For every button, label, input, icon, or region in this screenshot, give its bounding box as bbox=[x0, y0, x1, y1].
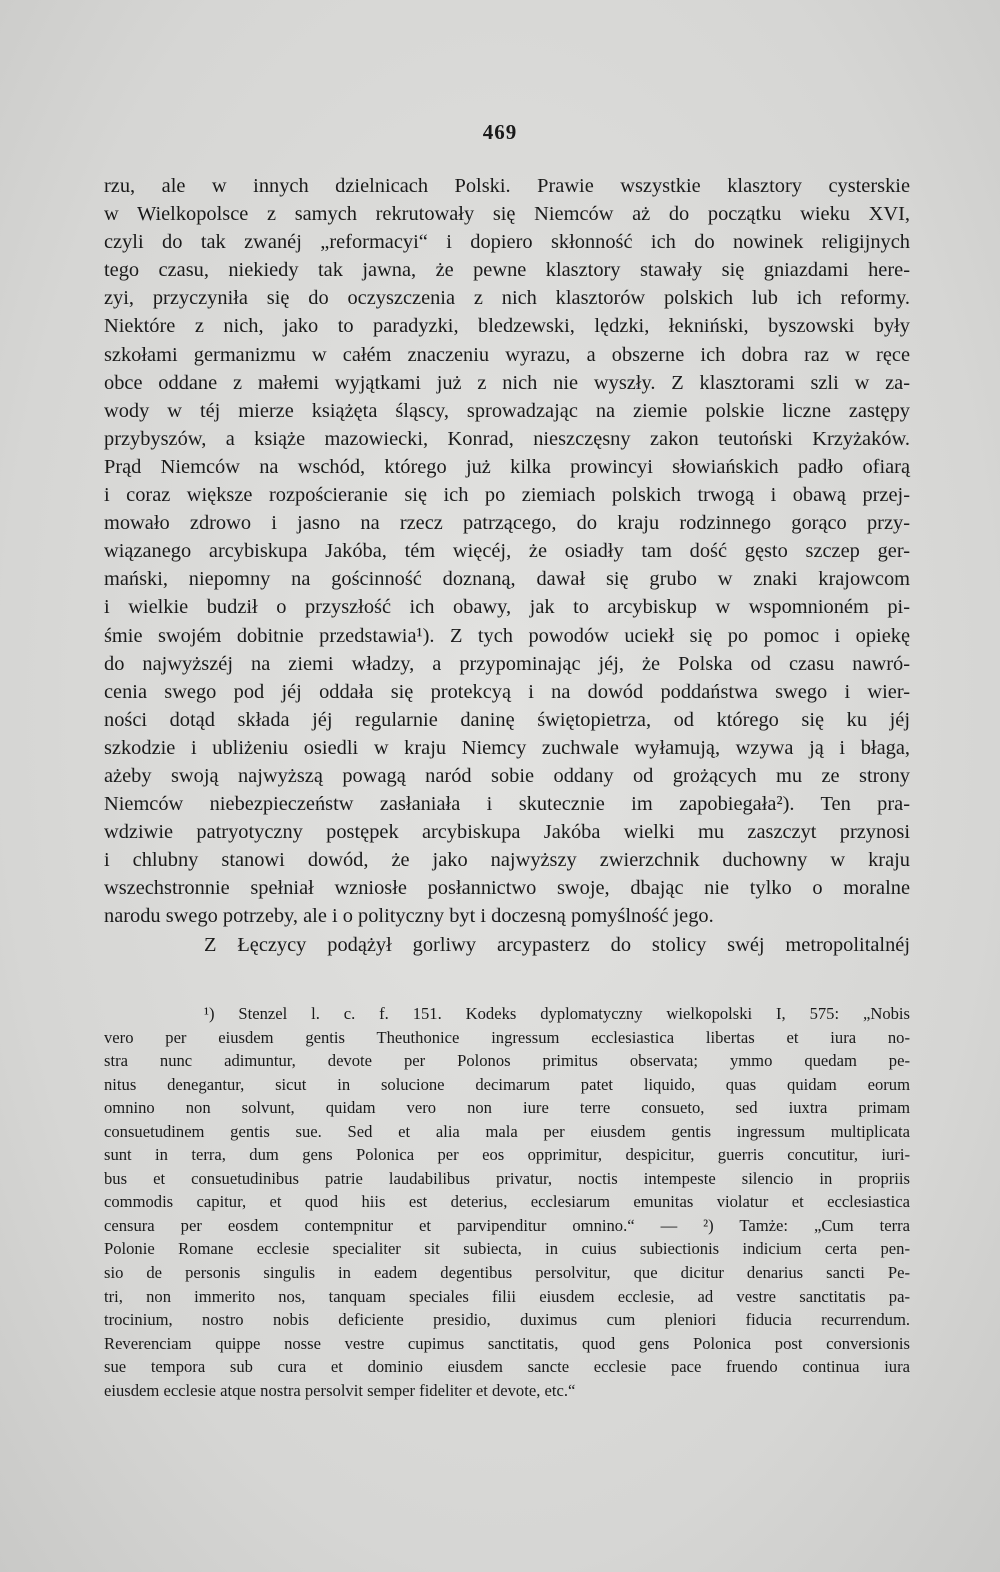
body-line: w Wielkopolsce z samych rekrutowały się Niemców aż do początku wieku XVI, bbox=[104, 203, 910, 226]
body-line: śmie swojém dobitnie przedstawia¹). Z tych powodów uciekł się po pomoc i opiekę bbox=[104, 624, 910, 647]
footnote-line: trocinium, nostro nobis deficiente presidio, duximus cum pleniori fiducia recurrendum. bbox=[104, 1310, 910, 1330]
footnote-line: eiusdem ecclesie atque nostra persolvit semper fideliter et devote, etc.“ bbox=[104, 1380, 576, 1400]
footnotes bbox=[104, 1002, 910, 1402]
body-line: Z Łęczycy podążył gorliwy arcypasterz do stolicy swéj metropolitalnéj bbox=[204, 933, 910, 956]
body-line: szkołami germanizmu w całém znaczeniu wyrazu, a obszerne ich dobra raz w ręce bbox=[104, 343, 910, 366]
footnote-line: sue tempora sub cura et dominio eiusdem sancte ecclesie pace fruendo continua iura bbox=[104, 1357, 910, 1377]
footnote-line: ¹) Stenzel l. c. f. 151. Kodeks dyplomatyczny wielkopolski I, 575: „Nobis bbox=[204, 1004, 910, 1023]
body-text bbox=[104, 172, 910, 959]
footnote-line: vero per eiusdem gentis Theuthonice ingressum ecclesiastica libertas et iura no- bbox=[104, 1027, 910, 1047]
body-line: narodu swego potrzeby, ale i o polityczny byt i doczesną pomyślność jego. bbox=[104, 905, 714, 928]
body-line: wszechstronnie spełniał wzniosłe posłannictwo swoje, dbając nie tylko o moralne bbox=[104, 877, 910, 900]
footnote-line: sio de personis singulis in eadem degentibus persolvitur, que dicitur denarius sancti Pe- bbox=[104, 1263, 910, 1283]
body-line: ności dotąd składa jéj regularnie daninę świętopietrza, od którego się ku jéj bbox=[104, 708, 910, 731]
body-line: mowało zdrowo i jasno na rzecz patrzącego, do kraju rodzinnego gorąco przy- bbox=[104, 512, 910, 535]
body-line: wdziwie patryotyczny postępek arcybiskupa Jakóba wielki mu zaszczyt przynosi bbox=[104, 821, 910, 844]
footnote-line: stra nunc adimuntur, devote per Polonos primitus observata; ymmo quedam pe- bbox=[104, 1051, 910, 1071]
page-number: 469 bbox=[482, 120, 518, 144]
body-line: ażeby swoją najwyższą powagą naród sobie oddany od grożących mu ze strony bbox=[104, 764, 910, 787]
body-line: wiązanego arcybiskupa Jakóba, tém więcéj, że osiadły tam dość gęsto szczep ger- bbox=[104, 540, 910, 563]
footnote-line: nitus denegantur, sicut in solucione decimarum patet liquido, quas quidam eorum bbox=[104, 1074, 910, 1094]
footnote-line: sunt in terra, dum gens Polonica per eos opprimitur, despicitur, guerris concutitur, iuri- bbox=[104, 1145, 910, 1165]
body-line: tego czasu, niekiedy tak jawna, że pewne klasztory stawały się gniazdami here- bbox=[104, 259, 910, 282]
footnote-line: consuetudinem gentis sue. Sed et alia mala per eiusdem gentis ingressum multiplicata bbox=[104, 1121, 910, 1141]
footnote-line: omnino non solvunt, quidam vero non iure terre consueto, sed iuxtra primam bbox=[104, 1098, 910, 1118]
body-line: Prąd Niemców na wschód, którego już kilka prowincyi słowiańskich padło ofiarą bbox=[104, 455, 910, 478]
body-line: Niektóre z nich, jako to paradyzki, bledzewski, lędzki, łekniński, byszowski były bbox=[104, 315, 910, 338]
body-line: szkodzie i ubliżeniu osiedli w kraju Niemcy zuchwale wyłamują, wzywa ją i błaga, bbox=[104, 736, 910, 759]
body-line: i chlubny stanowi dowód, że jako najwyższy zwierzchnik duchowny w kraju bbox=[104, 849, 910, 872]
body-line: mański, niepomny na gościnność doznaną, dawał się grubo w znaki krajowcom bbox=[104, 568, 910, 591]
body-line: do najwyższéj na ziemi władzy, a przypominając jéj, że Polska od czasu nawró- bbox=[104, 652, 910, 675]
body-line: przybyszów, a książe mazowiecki, Konrad, nieszczęsny zakon teutoński Krzyżaków. bbox=[104, 427, 910, 450]
body-line: i coraz większe rozpościeranie się ich po ziemiach polskich trwogą i obawą przej- bbox=[104, 484, 910, 507]
footnote-line: tri, non immerito nos, tanquam speciales filii eiusdem ecclesie, ad vestre sanctitatis pa- bbox=[104, 1286, 910, 1306]
footnote-line: censura per eosdem contempnitur et parvipenditur omnino.“ — ²) Tamże: „Cum terra bbox=[104, 1215, 910, 1235]
footnote-line: Polonie Romane ecclesie specialiter sit subiecta, in cuius subiectionis indicium certa pen- bbox=[104, 1239, 910, 1259]
footnote-line: commodis capitur, et quod hiis est deterius, ecclesiarum emunitas violatur et ecclesiastica bbox=[104, 1192, 910, 1212]
body-line: czyli do tak zwanéj „reformacyi“ i dopiero skłonność ich do nowinek religijnych bbox=[104, 231, 910, 254]
footnote-line: bus et consuetudinibus patrie laudabilibus privatur, noctis intempeste silencio in propriis bbox=[104, 1168, 910, 1188]
body-line: rzu, ale w innych dzielnicach Polski. Prawie wszystkie klasztory cysterskie bbox=[104, 175, 910, 197]
body-line: zyi, przyczyniła się do oczyszczenia z nich klasztorów polskich lub ich reformy. bbox=[104, 287, 910, 310]
footnote-line: Reverenciam quippe nosse vestre cupimus sanctitatis, quod gens Polonica post conversionis bbox=[104, 1333, 910, 1353]
body-line: i wielkie budził o przyszłość ich obawy, jak to arcybiskup w wspomnioném pi- bbox=[104, 596, 910, 619]
body-line: cenia swego pod jéj oddała się protekcyą i na dowód poddaństwa swego i wier- bbox=[104, 680, 910, 703]
body-line: Niemców niebezpieczeństw zasłaniała i skutecznie im zapobiegała²). Ten pra- bbox=[104, 793, 910, 816]
body-line: obce oddane z małemi wyjątkami już z nich nie wyszły. Z klasztorami szli w za- bbox=[104, 371, 910, 394]
body-line: wody w téj mierze książęta śląscy, sprowadzając na ziemie polskie liczne zastępy bbox=[104, 399, 910, 422]
